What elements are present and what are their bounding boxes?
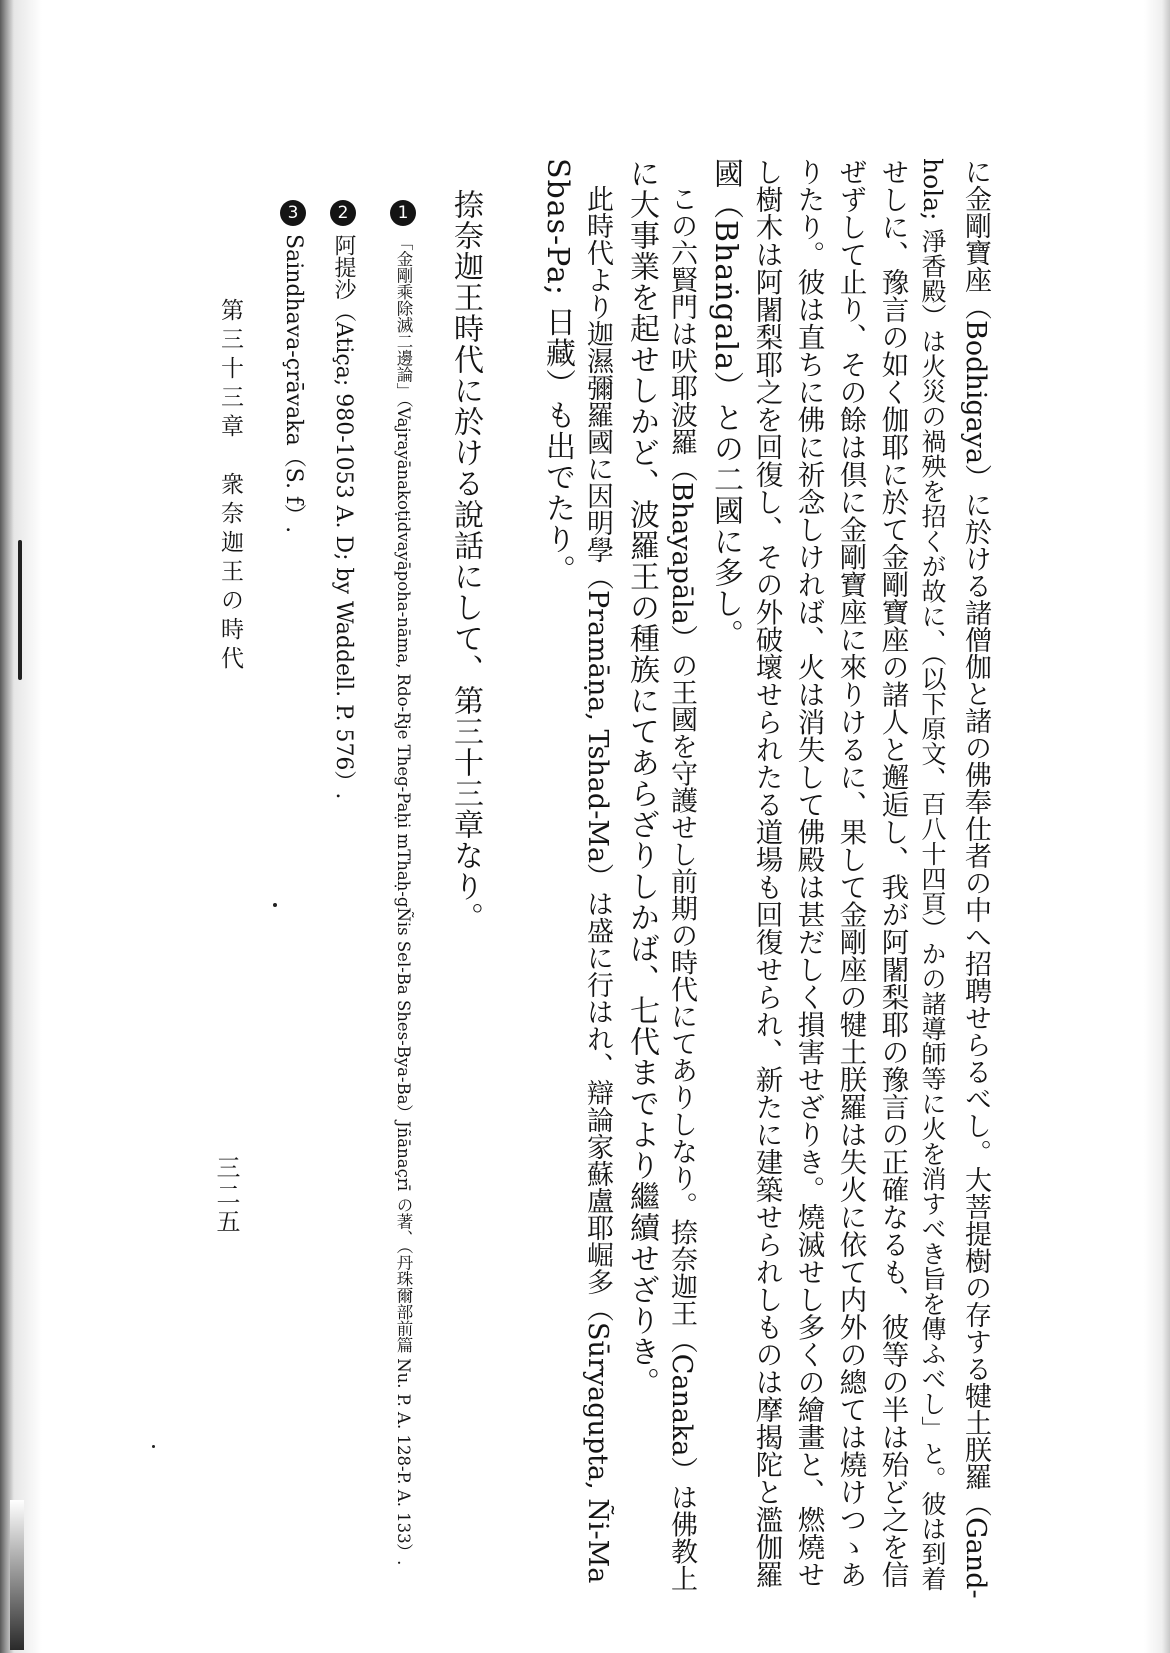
binding-mark	[18, 540, 22, 680]
body-line-13: 捺奈迦王時代に於ける說話にして、第三十三章なり。	[448, 158, 483, 933]
note-1	[390, 200, 416, 1565]
body-line-4: ぜずして止り、その餘は倶に金剛寶座に來りけるに、果して金剛座の犍土朕羅は失火に依て内外の總ては燒けつゝあ	[834, 158, 867, 1588]
page-number: 三二五	[212, 1155, 240, 1236]
body-line-8: この六賢門は吠耶波羅（Bhayapāla）の王國を守護せし前期の時代にてありしなり。捺奈迦王（Canaka）は佛教上	[666, 158, 697, 1592]
running-footer: 第三十三章 衆奈迦王の時代	[217, 298, 243, 675]
note-text-2: 阿提沙（Atiça; 980-1053 A. D; by Waddell. P. 576）.	[331, 234, 356, 800]
body-line-6: し樹木は阿闍梨耶之を回復し、その外破壞せられたる道場も回復せられ、新たに建築せられしものは摩揭陀と濫伽羅	[750, 158, 783, 1588]
note-text-3: Saindhava-çrāvaka（S. f）.	[281, 234, 306, 534]
body-line-9: に大事業を起せしかど、波羅王の種族にてあらざりしかば、七代までより繼續せざりき。	[624, 158, 659, 1398]
note-3	[280, 200, 306, 533]
scan-streak	[10, 1500, 24, 1650]
note-2	[330, 200, 356, 799]
note-mark-2: 2	[330, 200, 356, 226]
note-mark-1: 1	[390, 200, 416, 226]
ink-speck	[273, 903, 277, 907]
scan-edge-right	[1144, 0, 1170, 1653]
body-line-7: 國（Bhaṅgala）との二國に多し。	[708, 158, 743, 651]
body-line-5: りたり。彼は直ちに佛に祈念しければ、火は消失して佛殿は甚だしく損害せざりき。燒滅せし多くの繪畫と、燃燒せ	[792, 158, 825, 1588]
body-line-11: Sbas-Pa; 日藏）も出でたり。	[540, 158, 575, 586]
body-line-2: hola; 淨香殿）は火災の禍殃を招くが故に、（以下原文、百八十四頁）かの諸導師等に火を消すべき旨を傳ふべし」と。彼は到着	[918, 158, 947, 1591]
ink-speck	[152, 1445, 155, 1448]
note-text-1: 「金剛乘除滅二邊論」（Vajrayānakoṭidvayāpoha-nāma, Rdo-Rje Theg-Paḥi mThaḥ-gÑis Sel-Ba Shes-Bya-Ba）Jñānaçrī の著、（丹珠爾部前篇 Nu. P. A. 128-P. A. 133）.	[394, 234, 413, 1566]
scan-edge-left	[0, 0, 42, 1653]
body-line-10: 此時代より迦濕彌羅國に因明學（Pramāṇa, Tshad-Ma）は盛に行はれ、辯論家蘇盧耶崛多（Sūryagupta, Ñi-Ma	[582, 158, 613, 1584]
note-mark-3: 3	[280, 200, 306, 226]
body-line-3: せしに、豫言の如く伽耶に於て金剛寶座の諸人と邂逅し、我が阿闍梨耶の豫言の正確なるも、彼等の半は殆ど之を信	[876, 158, 909, 1588]
body-line-1: に金剛寶座（Bodhigaya）に於ける諸僧伽と諸の佛奉仕者の中へ招聘せらるべし。大菩提樹の存する犍土朕羅（Gand-	[960, 158, 991, 1599]
